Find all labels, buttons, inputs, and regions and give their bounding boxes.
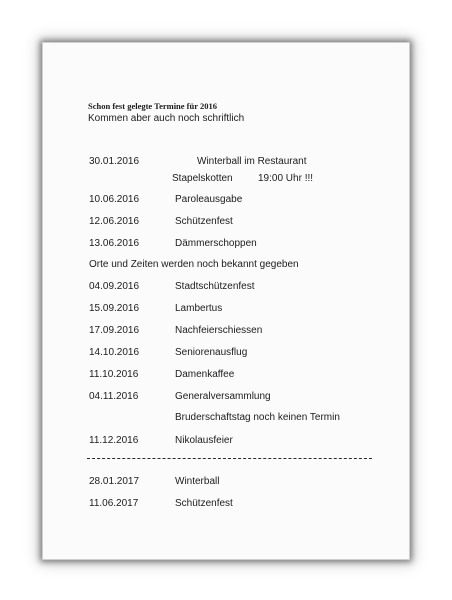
entry-date: 11.06.2017 — [89, 498, 139, 509]
document-page — [42, 42, 410, 560]
entry-time: 19:00 Uhr !!! — [258, 173, 314, 184]
entry-date: 11.12.2016 — [89, 435, 139, 446]
entry-date: 17.09.2016 — [89, 325, 140, 336]
entry-event: Damenkaffee — [175, 369, 235, 380]
entry-date: 30.01.2016 — [89, 156, 140, 167]
note-text: Orte und Zeiten werden noch bekannt gegeben — [89, 259, 299, 270]
list-item — [43, 156, 409, 168]
document-subtitle: Kommen aber auch noch schriftlich — [88, 113, 245, 124]
entry-event: Schützenfest — [175, 216, 233, 227]
entry-date: 12.06.2016 — [89, 216, 140, 227]
document-title: Schon fest gelegte Termine für 2016 — [88, 101, 217, 111]
entry-date: 14.10.2016 — [89, 347, 140, 358]
entry-event: Winterball im Restaurant — [197, 156, 307, 167]
entry-event: Seniorenausflug — [175, 347, 248, 358]
entry-date: 04.11.2016 — [89, 391, 139, 402]
entry-date: 13.06.2016 — [89, 238, 140, 249]
unscheduled-event: Bruderschaftstag noch keinen Termin — [175, 412, 340, 423]
entry-date: 04.09.2016 — [89, 281, 140, 292]
entry-event: Nikolausfeier — [175, 435, 233, 446]
entry-date: 11.10.2016 — [89, 369, 139, 380]
entry-event: Dämmerschoppen — [175, 238, 257, 249]
entry-event: Schützenfest — [175, 498, 233, 509]
entry-date: 15.09.2016 — [89, 303, 140, 314]
entry-event: Winterball — [175, 476, 220, 487]
entry-date: 28.01.2017 — [89, 476, 140, 487]
entry-place: Stapelskotten — [172, 173, 233, 184]
entry-event: Generalversammlung — [175, 391, 271, 402]
entry-event: Lambertus — [175, 303, 223, 314]
entry-event: Nachfeierschiessen — [175, 325, 263, 336]
entry-event: Paroleausgabe — [175, 194, 243, 205]
dashed-divider — [87, 458, 372, 459]
entry-date: 10.06.2016 — [89, 194, 140, 205]
list-item-continuation — [43, 173, 409, 185]
entry-event: Stadtschützenfest — [175, 281, 255, 292]
